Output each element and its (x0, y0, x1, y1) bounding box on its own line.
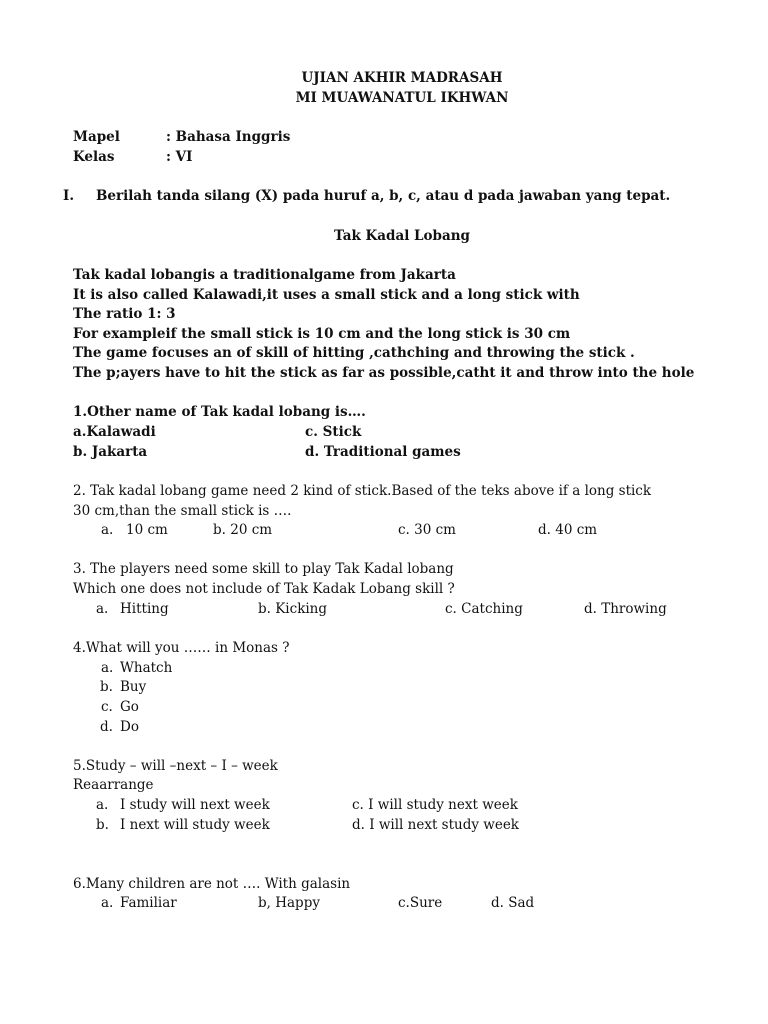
exam-title: UJIAN AKHIR MADRASAH (301, 70, 503, 86)
question-3-text: 3. The players need some skill to play Tak Kadal lobang (73, 561, 454, 577)
q1-option-d: d. Traditional games (305, 444, 461, 460)
question-4-text: 4.What will you …… in Monas ? (73, 640, 290, 656)
section-numeral: I. (63, 188, 75, 204)
kelas-value: : VI (166, 149, 193, 165)
q3-option-a-mark: a. (96, 601, 109, 617)
q4-option-d-mark: d. (100, 719, 113, 735)
q2-option-c: c. 30 cm (398, 522, 456, 538)
q4-option-a-mark: a. (101, 660, 114, 676)
q6-option-b: b, Happy (258, 895, 320, 911)
passage-line: Tak kadal lobangis a traditionalgame from Jakarta (73, 267, 456, 283)
q6-option-a-mark: a. (101, 895, 114, 911)
q4-option-b-mark: b. (100, 679, 113, 695)
question-1-text: 1.Other name of Tak kadal lobang is…. (73, 404, 366, 420)
q2-option-a-mark: a. (101, 522, 114, 538)
passage-line: It is also called Kalawadi,it uses a small stick and a long stick with (73, 287, 580, 303)
q1-option-c: c. Stick (305, 424, 362, 440)
q1-option-a: a.Kalawadi (73, 424, 156, 440)
q3-option-d: d. Throwing (584, 601, 667, 617)
q3-option-a: Hitting (120, 601, 169, 617)
section-instruction: Berilah tanda silang (X) pada huruf a, b, c, atau d pada jawaban yang tepat. (96, 188, 671, 204)
school-name: MI MUAWANATUL IKHWAN (295, 90, 509, 106)
q2-option-b: b. 20 cm (213, 522, 273, 538)
q2-option-d: d. 40 cm (538, 522, 598, 538)
q6-option-d: d. Sad (491, 895, 535, 911)
q4-option-b: Buy (120, 679, 147, 695)
q5-option-b: I next will study week (120, 817, 270, 833)
q5-option-a: I study will next week (120, 797, 270, 813)
q4-option-c: Go (120, 699, 139, 715)
mapel-value: : Bahasa Inggris (166, 129, 291, 145)
q6-option-a: Familiar (120, 895, 177, 911)
question-3-text-cont: Which one does not include of Tak Kadak Lobang skill ? (73, 581, 455, 597)
q4-option-c-mark: c. (101, 699, 113, 715)
q2-option-a: 10 cm (126, 522, 168, 538)
mapel-label: Mapel (73, 129, 120, 145)
q5-option-c: c. I will study next week (352, 797, 518, 813)
q6-option-c: c.Sure (398, 895, 443, 911)
passage-line: The ratio 1: 3 (73, 306, 176, 322)
kelas-label: Kelas (73, 149, 115, 165)
question-5-instruction: Reaarrange (73, 777, 154, 793)
q1-option-b: b. Jakarta (73, 444, 148, 460)
q5-option-b-mark: b. (96, 817, 109, 833)
q3-option-c: c. Catching (445, 601, 523, 617)
question-5-text: 5.Study – will –next – I – week (73, 758, 278, 774)
passage-line: For exampleif the small stick is 10 cm and the long stick is 30 cm (73, 326, 571, 342)
passage-line: The game focuses an of skill of hitting ,cathching and throwing the stick . (73, 345, 635, 361)
question-2-text: 2. Tak kadal lobang game need 2 kind of stick.Based of the teks above if a long stick (73, 483, 652, 499)
q4-option-a: Whatch (120, 660, 173, 676)
q3-option-b: b. Kicking (258, 601, 328, 617)
question-2-text-cont: 30 cm,than the small stick is …. (73, 503, 292, 519)
question-6-text: 6.Many children are not …. With galasin (73, 876, 351, 892)
q4-option-d: Do (120, 719, 139, 735)
passage-title: Tak Kadal Lobang (334, 228, 470, 244)
q5-option-d: d. I will next study week (352, 817, 519, 833)
q5-option-a-mark: a. (96, 797, 109, 813)
passage-line: The p;ayers have to hit the stick as far as possible,catht it and throw into the hole (73, 365, 695, 381)
